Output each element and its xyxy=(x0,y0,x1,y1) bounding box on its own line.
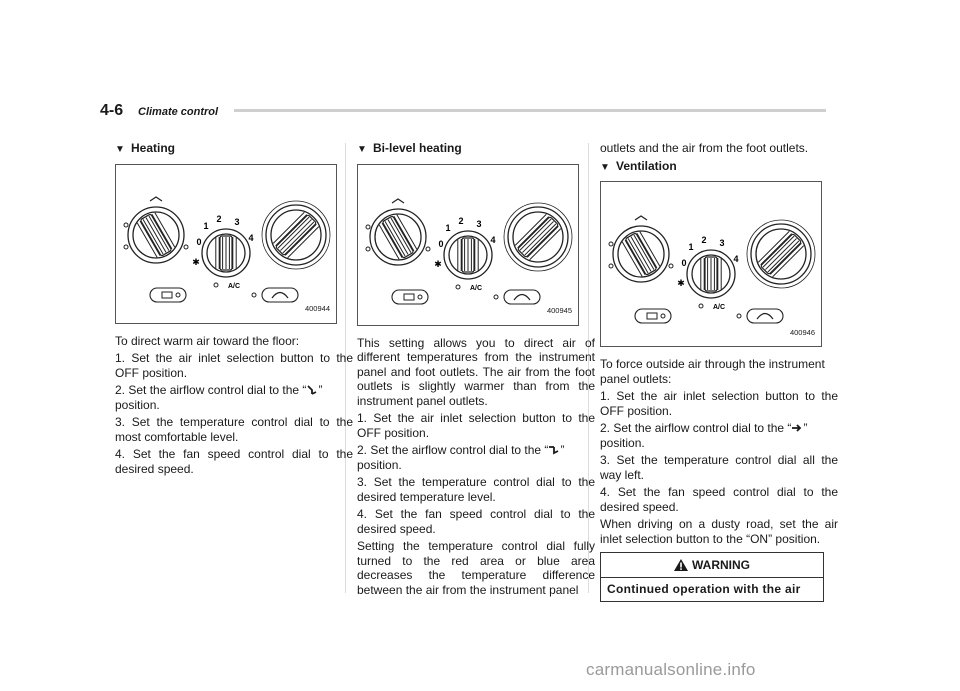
fan-speed-label: 2 xyxy=(701,235,707,245)
fan-speed-label: 4 xyxy=(490,234,496,245)
defrost-button xyxy=(504,290,540,304)
fan-speed-label: 1 xyxy=(203,220,209,231)
airflow-mark-icon xyxy=(609,264,613,268)
warning-title: WARNING xyxy=(692,557,750,572)
ventilation-figure xyxy=(600,181,822,347)
warning-box xyxy=(600,552,824,602)
airflow-mark-icon xyxy=(150,197,162,201)
bilevel-step-3: 3. Set the temperature control dial to the desired temperature level. xyxy=(357,475,595,504)
fan-speed-label: 3 xyxy=(719,238,725,248)
column-bilevel xyxy=(357,141,595,600)
heating-figure xyxy=(115,164,337,324)
heating-step-1: 1. Set the air inlet selection button to the OFF position. xyxy=(115,351,353,380)
airflow-mark-icon xyxy=(669,264,673,268)
warning-text: Continued operation with the air xyxy=(607,582,801,596)
airflow-mark-icon xyxy=(366,225,370,229)
defrost-icon xyxy=(514,294,530,300)
defrost-button xyxy=(747,309,783,323)
indicator-icon xyxy=(252,293,256,297)
airflow-mark-icon xyxy=(366,247,370,251)
indicator-icon xyxy=(737,314,741,318)
ventilation-heading: ▼ Ventilation xyxy=(600,159,838,176)
air-inlet-button xyxy=(150,288,186,302)
indicator-icon xyxy=(661,314,665,318)
bullet-icon: ▼ xyxy=(115,144,125,155)
fan-speed-label: 0 xyxy=(196,236,202,247)
indicator-icon xyxy=(176,293,180,297)
fan-icon: ✱ xyxy=(677,279,685,289)
ac-indicator-icon xyxy=(214,283,218,287)
bilevel-step-1: 1. Set the air inlet selection button to the OFF position. xyxy=(357,411,595,440)
figure-id: 400945 xyxy=(546,306,572,315)
fan-speed-label: 1 xyxy=(445,222,451,233)
airflow-mark-icon xyxy=(184,245,188,249)
bilevel-step-4: 4. Set the fan speed control dial to the desired speed. xyxy=(357,507,595,536)
airflow-mark-icon xyxy=(635,216,647,220)
airflow-mark-icon xyxy=(609,242,613,246)
fan-speed-label: 4 xyxy=(733,254,739,264)
indicator-icon xyxy=(494,295,498,299)
bilevel-airflow-icon xyxy=(548,444,560,456)
fan-speed-label: 4 xyxy=(248,232,254,243)
airflow-mark-icon xyxy=(392,199,404,203)
bilevel-figure xyxy=(357,164,579,326)
defrost-icon xyxy=(272,292,288,298)
heating-step-2: 2. Set the airflow control dial to the “ ” position. xyxy=(115,383,323,412)
indicator-icon xyxy=(418,295,422,299)
fan-speed-label: 3 xyxy=(234,216,240,227)
bullet-icon: ▼ xyxy=(600,161,610,173)
ac-indicator-icon xyxy=(699,304,703,308)
header-rule xyxy=(234,109,826,112)
fan-speed-label: 1 xyxy=(688,242,694,252)
fan-icon: ✱ xyxy=(192,257,200,268)
bilevel-note: Setting the temperature control dial fully turned to the red area or blue area decreases the temperature difference between the air from the instrument panel xyxy=(357,539,595,597)
airflow-mark-icon xyxy=(124,223,128,227)
warning-triangle-icon xyxy=(674,559,688,571)
ac-label: A/C xyxy=(713,304,726,311)
recirc-icon xyxy=(647,313,657,319)
defrost-icon xyxy=(757,314,773,320)
control-panel-illustration xyxy=(601,182,821,346)
warning-header xyxy=(601,553,823,578)
fan-speed-label: 2 xyxy=(216,213,222,224)
fan-speed-label: 0 xyxy=(681,258,687,268)
air-inlet-button xyxy=(635,309,671,323)
airflow-mark-icon xyxy=(124,245,128,249)
ventilation-step-1: 1. Set the air inlet selection button to the OFF position. xyxy=(600,389,838,418)
bilevel-heading: ▼ Bi-level heating xyxy=(357,141,595,158)
heating-intro: To direct warm air toward the floor: xyxy=(115,333,300,348)
ac-indicator-icon xyxy=(456,285,460,289)
watermark: carmanualsonline.info xyxy=(586,660,756,679)
foot-airflow-icon xyxy=(306,384,318,396)
ventilation-step-2: 2. Set the airflow control dial to the “ ” position. xyxy=(600,421,808,450)
air-inlet-button xyxy=(392,290,428,304)
ac-label: A/C xyxy=(228,282,241,290)
bilevel-description: This setting allows you to direct air of different temperatures from the instrument panel and foot outlets. The air from the foot outlets is slightly warmer than from the instrument panel outlets. xyxy=(357,335,595,408)
airflow-mark-icon xyxy=(426,247,430,251)
continuation-text: outlets and the air from the foot outlets. xyxy=(600,141,809,155)
ventilation-step-4: 4. Set the fan speed control dial to the desired speed. xyxy=(600,485,838,514)
column-heating xyxy=(115,141,353,479)
heating-step-4: 4. Set the fan speed control dial to the desired speed. xyxy=(115,447,353,476)
defrost-button xyxy=(262,288,298,302)
recirc-icon xyxy=(162,292,172,298)
ventilation-step-3: 3. Set the temperature control dial all the way left. xyxy=(600,453,838,482)
page-number: 4-6 xyxy=(100,102,124,119)
bullet-icon: ▼ xyxy=(357,144,367,155)
recirc-icon xyxy=(404,294,414,300)
section-title: Climate control xyxy=(138,106,219,118)
ventilation-note: When driving on a dusty road, set the air inlet selection button to the “ON” position. xyxy=(600,517,838,546)
fan-icon: ✱ xyxy=(434,259,442,270)
fan-speed-label: 3 xyxy=(476,218,482,229)
fan-speed-label: 2 xyxy=(458,215,464,226)
heating-step-3: 3. Set the temperature control dial to the most comfortable level. xyxy=(115,415,353,444)
heating-heading: ▼ Heating xyxy=(115,141,353,158)
fan-speed-label: 0 xyxy=(438,238,444,249)
column-ventilation xyxy=(600,141,838,602)
page-header xyxy=(100,102,826,120)
bilevel-step-2: 2. Set the airflow control dial to the “ ” position. xyxy=(357,443,565,472)
figure-id: 400946 xyxy=(789,327,815,337)
control-panel-illustration xyxy=(358,165,578,325)
ventilation-intro: To force outside air through the instrument panel outlets: xyxy=(600,357,825,386)
ac-label: A/C xyxy=(470,284,483,292)
face-airflow-icon xyxy=(791,422,803,434)
control-panel-illustration xyxy=(116,165,336,323)
figure-id: 400944 xyxy=(304,304,330,313)
